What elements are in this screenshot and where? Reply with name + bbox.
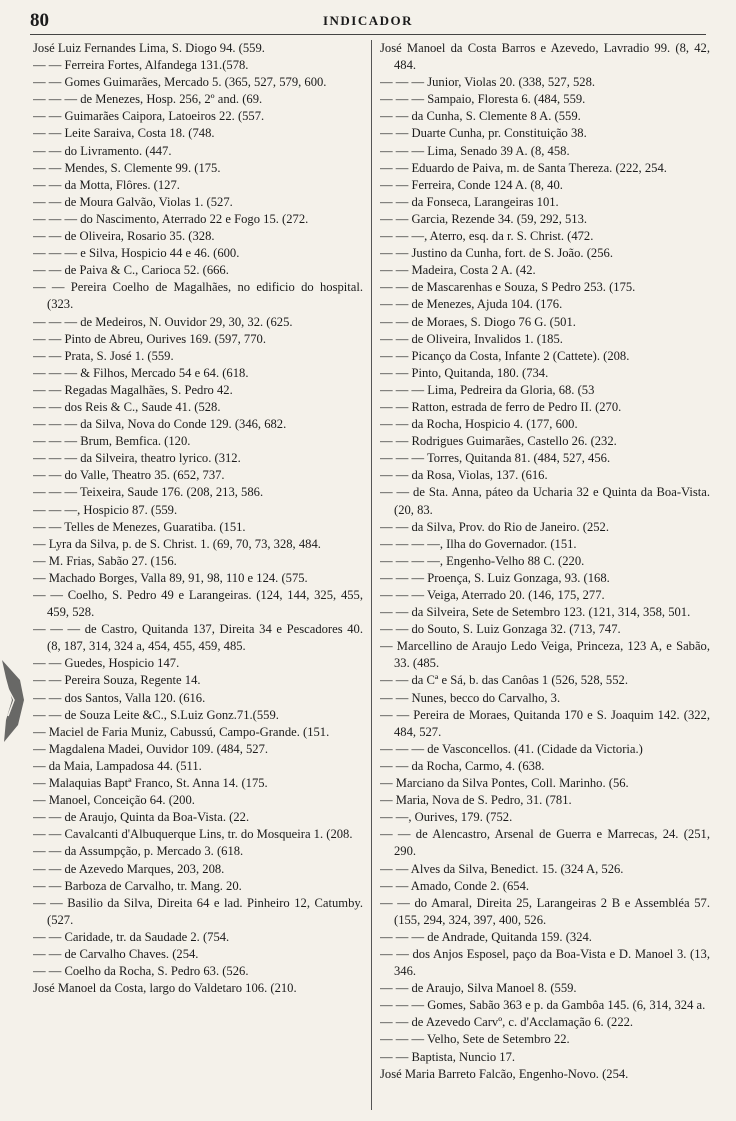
directory-entry: — — Leite Saraiva, Costa 18. (748. [33, 126, 215, 141]
directory-entry: José Manoel da Costa Barros e Azevedo, Lavradio 99. (8, 42, 484. [380, 41, 710, 73]
directory-entry: — — Pereira Coelho de Magalhães, no edificio do hospital. (323. [33, 280, 363, 312]
right-column [380, 40, 710, 1110]
directory-entry: — — Pinto de Abreu, Ourives 169. (597, 770. [33, 331, 266, 346]
directory-entry: — — da Rosa, Violas, 137. (616. [380, 468, 548, 483]
directory-entry: — — Pereira Souza, Regente 14. [33, 673, 201, 688]
directory-entry: — — Madeira, Costa 2 A. (42. [380, 263, 536, 278]
directory-entry: — — — —, Ilha do Governador. (151. [380, 536, 577, 551]
directory-entry: — — da Rocha, Hospicio 4. (177, 600. [380, 417, 578, 432]
page-number: 80 [30, 10, 49, 31]
directory-entry: — — Ratton, estrada de ferro de Pedro II. (270. [380, 399, 622, 414]
directory-entry: — — — e Silva, Hospicio 44 e 46. (600. [33, 246, 240, 261]
directory-entry: — — de Carvalho Chaves. (254. [33, 946, 199, 961]
directory-entry: — — — de Vasconcellos. (41. (Cidade da Victoria.) [380, 741, 643, 756]
directory-entry: — — Pinto, Quitanda, 180. (734. [380, 365, 549, 380]
directory-entry: — — — de Menezes, Hosp. 256, 2º and. (69. [33, 92, 263, 107]
directory-entry: — — dos Santos, Valla 120. (616. [33, 690, 206, 705]
directory-entry: — Marcellino de Araujo Ledo Veiga, Princeza, 123 A, e Sabão, 33. (485. [380, 639, 710, 671]
directory-entry: — — Regadas Magalhães, S. Pedro 42. [33, 382, 233, 397]
directory-entry: — — Prata, S. José 1. (559. [33, 348, 174, 363]
directory-entry: — — — Junior, Violas 20. (338, 527, 528. [380, 75, 596, 90]
directory-entry: — — — Lima, Pedreira da Gloria, 68. (53 [380, 382, 595, 397]
directory-entry: — — Duarte Cunha, pr. Constituição 38. [380, 126, 587, 141]
directory-entry: — — de Sta. Anna, páteo da Ucharia 32 e Quinta da Boa-Vista. (20, 83. [380, 485, 710, 517]
directory-entry: — — — da Silva, Nova do Conde 129. (346, 682. [33, 417, 287, 432]
directory-entry: — — Nunes, becco do Carvalho, 3. [380, 690, 561, 705]
directory-entry: — — —, Hospicio 87. (559. [33, 502, 178, 517]
directory-entry: — — de Mascarenhas e Souza, S Pedro 253. (175. [380, 280, 636, 295]
directory-entry: — Machado Borges, Valla 89, 91, 98, 110 e 124. (575. [33, 570, 308, 585]
directory-entry: — — do Valle, Theatro 35. (652, 737. [33, 468, 225, 483]
directory-entry: — — — Lima, Senado 39 A. (8, 458. [380, 143, 570, 158]
directory-entry: — — — de Castro, Quitanda 137, Direita 34 e Pescadores 40. (8, 187, 314, 324 a, 454, 455, 459, 485. [33, 622, 363, 654]
directory-entry: — — Basilio da Silva, Direita 64 e lad. Pinheiro 12, Catumby. (527. [33, 895, 363, 927]
directory-entry: — — — Sampaio, Floresta 6. (484, 559. [380, 92, 586, 107]
directory-entry: — — de Souza Leite &C., S.Luiz Gonz.71.(559. [33, 707, 279, 722]
directory-entry: — — Alves da Silva, Benedict. 15. (324 A, 526. [380, 861, 624, 876]
directory-entry: — — —, Aterro, esq. da r. S. Christ. (472. [380, 229, 594, 244]
directory-entry: — — — de Medeiros, N. Ouvidor 29, 30, 32. (625. [33, 314, 293, 329]
directory-entry: — Malaquias Baptª Franco, St. Anna 14. (175. [33, 776, 268, 791]
directory-entry: — — — Proença, S. Luiz Gonzaga, 93. (168. [380, 570, 610, 585]
directory-entry: — — do Amaral, Direita 25, Larangeiras 2 B e Assembléa 57. (155, 294, 324, 397, 400, 526. [380, 895, 710, 927]
directory-entry: — — Eduardo de Paiva, m. de Santa Thereza. (222, 254. [380, 160, 667, 175]
directory-entry: — — — da Silveira, theatro lyrico. (312. [33, 451, 241, 466]
directory-entry: — — do Souto, S. Luiz Gonzaga 32. (713, 747. [380, 622, 621, 637]
directory-entry: — — de Paiva & C., Carioca 52. (666. [33, 263, 229, 278]
directory-entry: — — Caridade, tr. da Saudade 2. (754. [33, 929, 230, 944]
directory-entry: — — Rodrigues Guimarães, Castello 26. (232. [380, 434, 617, 449]
directory-entry: — Lyra da Silva, p. de S. Christ. 1. (69, 70, 73, 328, 484. [33, 536, 321, 551]
directory-entry: — — — Gomes, Sabão 363 e p. da Gambôa 145. (6, 314, 324 a. [380, 998, 706, 1013]
directory-entry: — — — de Andrade, Quitanda 159. (324. [380, 929, 592, 944]
directory-entry: — — — & Filhos, Mercado 54 e 64. (618. [33, 365, 249, 380]
directory-entry: — — Picanço da Costa, Infante 2 (Cattete). (208. [380, 348, 630, 363]
directory-entry: — — Ferreira, Conde 124 A. (8, 40. [380, 177, 563, 192]
directory-entry: — — — do Nascimento, Aterrado 22 e Fogo 15. (272. [33, 211, 309, 226]
directory-entry: — — da Cª e Sá, b. das Canôas 1 (526, 528, 552. [380, 673, 628, 688]
directory-entry: José Maria Barreto Falcão, Engenho-Novo. (254. [380, 1066, 629, 1081]
directory-entry: — — da Motta, Flôres. (127. [33, 177, 180, 192]
directory-entry: — — da Assumpção, p. Mercado 3. (618. [33, 844, 244, 859]
running-title: INDICADOR [322, 13, 414, 28]
directory-entry: — — da Fonseca, Larangeiras 101. [380, 194, 559, 209]
directory-entry: — Magdalena Madei, Ouvidor 109. (484, 527. [33, 741, 269, 756]
directory-entry: — — — Velho, Sete de Setembro 22. [380, 1032, 570, 1047]
column-divider [371, 40, 372, 1110]
directory-entry: — — dos Reis & C., Saude 41. (528. [33, 399, 221, 414]
directory-entry: — — Mendes, S. Clemente 99. (175. [33, 160, 221, 175]
directory-entry: — Maria, Nova de S. Pedro, 31. (781. [380, 793, 572, 808]
directory-entry: — — de Moraes, S. Diogo 76 G. (501. [380, 314, 576, 329]
directory-entry: — — Ferreira Fortes, Alfandega 131.(578. [33, 58, 249, 73]
directory-entry: — — — —, Engenho-Velho 88 C. (220. [380, 553, 585, 568]
directory-entry: — — — Torres, Quitanda 81. (484, 527, 456. [380, 451, 611, 466]
directory-entry: — — de Azevedo Marques, 203, 208. [33, 861, 225, 876]
directory-entry: — da Maia, Lampadosa 44. (511. [33, 758, 202, 773]
directory-entry: José Manoel da Costa, largo do Valdetaro 106. (210. [33, 981, 297, 996]
directory-entry: — — da Silveira, Sete de Setembro 123. (121, 314, 358, 501. [380, 605, 691, 620]
directory-entry: — — de Alencastro, Arsenal de Guerra e Marrecas, 24. (251, 290. [380, 827, 710, 859]
left-column [33, 40, 363, 1110]
directory-entry: — — de Araujo, Quinta da Boa-Vista. (22. [33, 810, 250, 825]
directory-entry: — — Cavalcanti d'Albuquerque Lins, tr. do Mosqueira 1. (208. [33, 827, 353, 842]
directory-entry: — M. Frias, Sabão 27. (156. [33, 553, 177, 568]
directory-entry: — — Coelho da Rocha, S. Pedro 63. (526. [33, 964, 249, 979]
directory-entry: — — Telles de Menezes, Guaratiba. (151. [33, 519, 246, 534]
directory-entry: — — Gomes Guimarães, Mercado 5. (365, 527, 579, 600. [33, 75, 327, 90]
directory-entry: — — Coelho, S. Pedro 49 e Larangeiras. (124, 144, 325, 455, 459, 528. [33, 588, 363, 620]
directory-entry: — — de Araujo, Silva Manoel 8. (559. [380, 981, 577, 996]
directory-entry: — — dos Anjos Esposel, paço da Boa-Vista e D. Manoel 3. (13, 346. [380, 946, 710, 979]
directory-entry: — Manoel, Conceição 64. (200. [33, 793, 195, 808]
directory-entry: — — de Moura Galvão, Violas 1. (527. [33, 194, 233, 209]
directory-entry: — — Amado, Conde 2. (654. [380, 878, 530, 893]
directory-entry: — Maciel de Faria Muniz, Cabussú, Campo-Grande. (151. [33, 724, 330, 739]
directory-entry: — — Guedes, Hospicio 147. [33, 656, 180, 671]
directory-entry: — — da Rocha, Carmo, 4. (638. [380, 758, 545, 773]
directory-entry: — — da Silva, Prov. do Rio de Janeiro. (252. [380, 519, 609, 534]
directory-entry: — — Barboza de Carvalho, tr. Mang. 20. [33, 878, 242, 893]
directory-entry: — — de Menezes, Ajuda 104. (176. [380, 297, 563, 312]
directory-entry: — — — Brum, Bemfica. (120. [33, 434, 191, 449]
directory-entry: — Marciano da Silva Pontes, Coll. Marinho. (56. [380, 776, 629, 791]
directory-entry: — — Garcia, Rezende 34. (59, 292, 513. [380, 211, 588, 226]
directory-entry: — — Guimarães Caipora, Latoeiros 22. (557. [33, 109, 265, 124]
directory-entry: — —, Ourives, 179. (752. [380, 810, 513, 825]
directory-entry: — — Baptista, Nuncio 17. [380, 1049, 516, 1064]
directory-entry: — — do Livramento. (447. [33, 143, 172, 158]
directory-entry: — — Pereira de Moraes, Quitanda 170 e S. Joaquim 142. (322, 484, 527. [380, 707, 710, 739]
directory-entry: — — Justino da Cunha, fort. de S. João. (256. [380, 246, 613, 261]
directory-entry: — — da Cunha, S. Clemente 8 A. (559. [380, 109, 581, 124]
directory-entry: — — — Veiga, Aterrado 20. (146, 175, 277. [380, 588, 605, 602]
page-header [30, 10, 706, 35]
directory-entry: — — de Oliveira, Invalidos 1. (185. [380, 331, 563, 346]
directory-entry: José Luiz Fernandes Lima, S. Diogo 94. (559. [33, 41, 265, 55]
binding-stain-icon [0, 650, 26, 750]
directory-entry: — — — Teixeira, Saude 176. (208, 213, 586. [33, 485, 264, 500]
directory-entry: — — de Oliveira, Rosario 35. (328. [33, 229, 215, 244]
directory-entry: — — de Azevedo Carvº, c. d'Acclamação 6. (222. [380, 1015, 634, 1030]
